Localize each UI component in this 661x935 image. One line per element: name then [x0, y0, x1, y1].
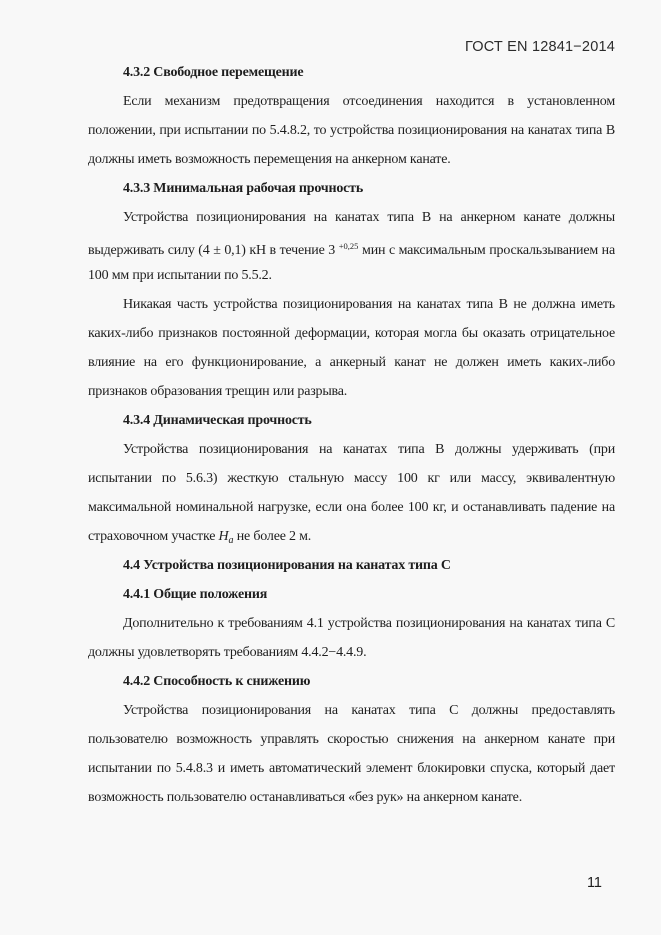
text-line: Устройства позиционирования на канатах типа С должны предоставлять — [123, 703, 615, 718]
text-line: испытании по 5.4.8.3 и иметь автоматический элемент блокировки спуска, который дает — [88, 761, 615, 776]
paragraph-4-3-4 — [88, 435, 615, 551]
text-segment: не более 2 м. — [236, 529, 312, 544]
text-line: 100 мм при испытании по 5.5.2. — [88, 268, 272, 283]
paragraph-4-4-2 — [88, 696, 615, 812]
paragraph-4-3-3-1 — [88, 203, 615, 290]
text-segment: страховочном участке — [88, 529, 216, 544]
text-line: должны удовлетворять требованиям 4.4.2−4.4.9. — [88, 645, 367, 660]
paragraph-4-4-1 — [88, 609, 615, 667]
text-segment: выдерживать силу (4 ± 0,1) кН в течение 3 — [88, 243, 336, 258]
variable-H: H — [218, 529, 229, 544]
text-line: максимальной номинальной нагрузке, если она более 100 кг, и останавливать падение на — [88, 500, 615, 515]
heading-4-3-2: 4.3.2 Свободное перемещение — [123, 65, 304, 80]
heading-4-4-1: 4.4.1 Общие положения — [123, 587, 268, 602]
text-line: признаков образования трещин или разрыва. — [88, 384, 348, 399]
text-segment: мин с максимальным проскальзыванием на — [362, 243, 615, 258]
text-line: должны иметь возможность перемещения на анкерном канате. — [88, 152, 451, 167]
text-line: положении, при испытании по 5.4.8.2, то устройства позиционирования на канатах типа В — [88, 123, 615, 138]
text-line: Устройства позиционирования на канатах типа В должны удерживать (при — [123, 442, 615, 457]
text-line: влияние на его функционирование, а анкерный канат не должен иметь каких-либо — [88, 355, 615, 370]
text-line: Дополнительно к требованиям 4.1 устройства позиционирования на канатах типа С — [123, 616, 615, 631]
text-line: пользователю возможность управлять скоростью снижения на анкерном канате при — [88, 732, 615, 747]
text-line: Никакая часть устройства позиционирования на канатах типа В не должна иметь — [123, 297, 615, 312]
text-line — [88, 522, 615, 551]
document-body — [88, 58, 615, 812]
text-line: испытании по 5.6.3) жесткую стальную массу 100 кг или массу, эквивалентную — [88, 471, 615, 486]
paragraph-4-3-2 — [88, 87, 615, 174]
text-line: возможность пользователю останавливаться «без рук» на анкерном канате. — [88, 790, 522, 805]
paragraph-4-3-3-2 — [88, 290, 615, 406]
tolerance-superscript: +0,25 — [338, 241, 359, 251]
heading-4-4: 4.4 Устройства позиционирования на канатах типа С — [123, 558, 451, 573]
standard-number-header: ГОСТ EN 12841−2014 — [464, 39, 615, 55]
heading-4-3-4: 4.3.4 Динамическая прочность — [123, 413, 312, 428]
text-line: Если механизм предотвращения отсоединения находится в установленном — [123, 94, 615, 109]
heading-4-3-3: 4.3.3 Минимальная рабочая прочность — [123, 181, 364, 196]
variable-subscript-a: a — [228, 535, 234, 546]
text-line: каких-либо признаков постоянной деформации, которая могла бы оказать отрицательное — [88, 326, 615, 341]
text-line — [88, 232, 615, 261]
heading-4-4-2: 4.4.2 Способность к снижению — [123, 674, 311, 689]
page-number: 11 — [586, 875, 602, 891]
text-line: Устройства позиционирования на канатах типа В на анкерном канате должны — [123, 210, 615, 225]
